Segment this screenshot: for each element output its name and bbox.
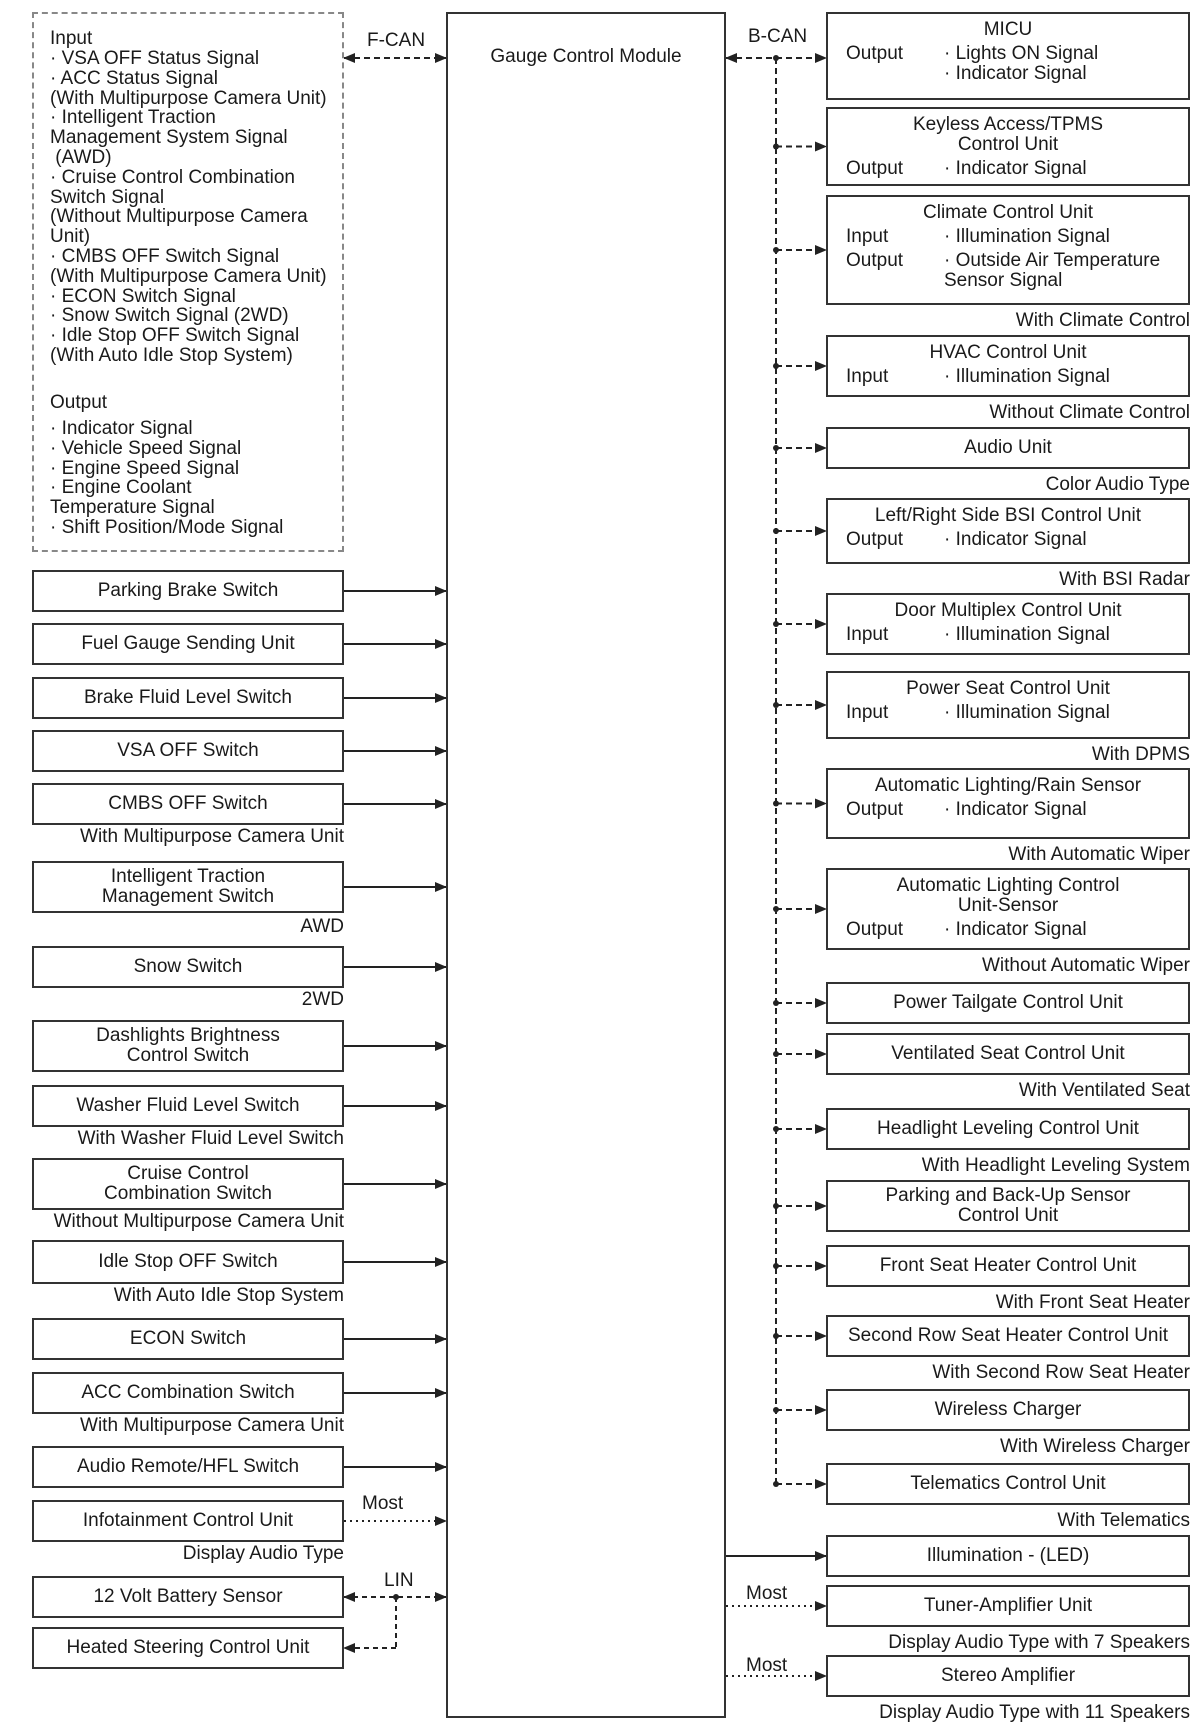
left-unit-caption: With Washer Fluid Level Switch [77,1128,344,1149]
right-unit-box [826,107,1190,186]
right-unit-title: Ventilated Seat Control Unit [891,1043,1125,1064]
signal-output-line: · Engine Speed Signal [50,457,240,479]
right-unit-caption: With Telematics [1057,1510,1190,1531]
signal-list-inputs [50,49,327,366]
right-unit-caption: With Headlight Leveling System [921,1155,1190,1176]
gauge-control-module [446,12,726,1718]
signal-input-line: · ACC Status Signal [50,67,218,89]
left-unit-caption: With Multipurpose Camera Unit [80,1415,344,1436]
signal-list-box [32,12,344,552]
left-unit-box: ACC Combination Switch [32,1372,344,1414]
right-unit-box [826,1180,1190,1232]
right-unit-io-kind: Output [846,799,904,820]
right-unit-caption: Color Audio Type [1045,474,1190,495]
right-unit-caption: With Second Row Seat Heater [932,1362,1190,1383]
left-unit-box: Cruise Control Combination Switch [32,1158,344,1210]
right-unit-io-kind: Output [846,919,904,940]
right-unit-box [826,195,1190,305]
right-unit-io-signal: · Illumination Signal [944,624,1110,645]
signal-input-line: · ECON Switch Signal [50,285,236,307]
left-unit-box: Brake Fluid Level Switch [32,677,344,719]
left-unit-box: Heated Steering Control Unit [32,1627,344,1669]
signal-list-input-heading: Input [50,28,93,49]
left-unit-caption: With Multipurpose Camera Unit [80,826,344,847]
right-unit-title: Power Tailgate Control Unit [893,992,1123,1013]
right-unit-title: Telematics Control Unit [910,1473,1106,1494]
right-unit-box [826,768,1190,839]
right-unit-box [826,427,1190,469]
lin-label: LIN [384,1570,414,1591]
right-unit-caption: With Ventilated Seat [1018,1080,1190,1101]
left-unit-box: Infotainment Control Unit [32,1500,344,1542]
signal-output-line: · Vehicle Speed Signal [50,437,242,459]
signal-input-line: (AWD) [50,146,112,168]
right-unit-box [826,1535,1190,1577]
right-unit-box [826,1108,1190,1150]
signal-input-line: · VSA OFF Status Signal [50,48,260,69]
left-unit-box: Intelligent Traction Management Switch [32,861,344,913]
left-unit-box: Washer Fluid Level Switch [32,1085,344,1127]
signal-input-line: · Intelligent Traction [50,107,216,129]
right-unit-io-kind: Input [846,702,889,723]
left-unit-caption: 2WD [301,989,344,1010]
signal-list-outputs [50,419,283,538]
signal-list-output-heading: Output [50,392,108,413]
signal-input-line: (Without Multipurpose Camera [50,206,308,228]
right-unit-box [826,1033,1190,1075]
right-unit-box [826,593,1190,655]
right-unit-caption: With BSI Radar [1059,569,1190,590]
signal-input-line: · Snow Switch Signal (2WD) [50,305,289,327]
right-unit-title: Stereo Amplifier [940,1665,1076,1686]
left-unit-box: Fuel Gauge Sending Unit [32,623,344,665]
right-unit-box [826,671,1190,739]
right-unit-title: Power Seat Control Unit [906,678,1110,699]
signal-output-line: · Engine Coolant [50,477,192,499]
right-unit-box [826,1389,1190,1431]
signal-input-line: (With Multipurpose Camera Unit) [50,87,327,109]
signal-output-line: · Indicator Signal [50,418,193,439]
right-unit-title: Climate Control Unit [923,202,1093,223]
right-unit-title: Left/Right Side BSI Control Unit [874,505,1142,526]
signal-input-line: Management System Signal [50,127,288,149]
right-unit-title: Front Seat Heater Control Unit [879,1255,1137,1276]
right-unit-title: Audio Unit [964,437,1052,458]
signal-output-line: Temperature Signal [50,497,215,519]
left-unit-box: 12 Volt Battery Sensor [32,1576,344,1618]
right-unit-io-kind: Input [846,366,889,387]
right-unit-io-kind: Output [846,529,904,550]
signal-input-line: (With Auto Idle Stop System) [50,344,293,366]
bcan-junction-dot [773,55,779,61]
right-unit-io-kind: Input [846,226,889,247]
left-unit-box: Idle Stop OFF Switch [32,1240,344,1284]
right-unit-io-signal: · Indicator Signal [944,919,1087,940]
left-unit-caption: Display Audio Type [182,1543,344,1564]
signal-input-line: Unit) [50,226,91,248]
signal-input-line: · CMBS OFF Switch Signal [50,245,280,267]
most-label-stereo: Most [746,1655,788,1676]
fcan-label: F-CAN [367,30,426,51]
right-unit-caption: With DPMS [1091,744,1190,765]
left-unit-caption: With Auto Idle Stop System [113,1285,344,1306]
right-unit-title: Wireless Charger [934,1399,1082,1420]
most-label-tuner: Most [746,1583,788,1604]
right-unit-io-kind: Output [846,158,904,179]
signal-input-line: (With Multipurpose Camera Unit) [50,265,327,287]
right-unit-io-signal: · Indicator Signal [944,799,1087,820]
right-unit-caption: Display Audio Type with 7 Speakers [888,1632,1190,1653]
right-unit-title: Second Row Seat Heater Control Unit [848,1325,1168,1346]
signal-output-line: · Shift Position/Mode Signal [50,516,284,538]
left-unit-box: Parking Brake Switch [32,570,344,612]
right-unit-io-signal: · Illumination Signal [944,366,1110,387]
right-unit-title: MICU [983,19,1033,40]
right-unit-box [826,12,1190,100]
right-unit-title: HVAC Control Unit [929,342,1087,363]
right-unit-title: Automatic Lighting Control Unit-Sensor [896,875,1120,916]
right-unit-title: Door Multiplex Control Unit [894,600,1122,621]
right-unit-box [826,868,1190,950]
right-unit-title: Illumination - (LED) [926,1545,1090,1566]
right-unit-io-kind: Input [846,624,889,645]
right-unit-box [826,1245,1190,1287]
right-unit-caption: With Automatic Wiper [1008,844,1190,865]
left-unit-box: Dashlights Brightness Control Switch [32,1020,344,1072]
left-unit-box: Snow Switch [32,946,344,988]
right-unit-caption: With Climate Control [1015,310,1190,331]
most-label-infotainment: Most [362,1493,404,1514]
left-unit-box: VSA OFF Switch [32,730,344,772]
right-unit-io-kind: Output [846,250,904,271]
right-unit-title: Automatic Lighting/Rain Sensor [874,775,1142,796]
right-unit-io-signal: · Illumination Signal [944,702,1110,723]
right-unit-caption: Without Automatic Wiper [981,955,1190,976]
left-unit-caption: AWD [300,916,344,937]
right-unit-caption: Display Audio Type with 11 Speakers [879,1702,1190,1723]
right-unit-io-signal: · Lights ON Signal · Indicator Signal [944,43,1099,84]
right-unit-box [826,982,1190,1024]
right-unit-title: Headlight Leveling Control Unit [877,1118,1139,1139]
right-unit-caption: Without Climate Control [989,402,1190,423]
signal-input-line: · Idle Stop OFF Switch Signal [50,325,300,347]
right-unit-io-signal: · Illumination Signal [944,226,1110,247]
left-unit-box: ECON Switch [32,1318,344,1360]
gauge-control-module-label: Gauge Control Module [490,46,682,67]
right-unit-caption: With Front Seat Heater [995,1292,1190,1313]
right-unit-io-signal: · Indicator Signal [944,529,1087,550]
left-unit-box: Audio Remote/HFL Switch [32,1446,344,1488]
right-unit-io-kind: Output [846,43,904,64]
right-unit-title: Tuner-Amplifier Unit [923,1595,1093,1616]
right-unit-box [826,1655,1190,1697]
left-unit-box: CMBS OFF Switch [32,783,344,825]
signal-input-line: · Cruise Control Combination [50,166,295,188]
right-unit-io-signal: · Indicator Signal [944,158,1087,179]
right-unit-box [826,1463,1190,1505]
bcan-label: B-CAN [748,26,808,47]
right-unit-box [826,1585,1190,1627]
right-unit-box [826,498,1190,564]
right-unit-box [826,1315,1190,1357]
right-unit-box [826,335,1190,397]
lin-junction-dot [393,1594,399,1600]
right-unit-io-signal: · Outside Air Temperature Sensor Signal [944,250,1161,291]
left-unit-caption: Without Multipurpose Camera Unit [53,1211,344,1232]
signal-input-line: Switch Signal [50,186,165,208]
right-unit-title: Keyless Access/TPMS Control Unit [912,114,1104,155]
right-unit-caption: With Wireless Charger [999,1436,1190,1457]
right-unit-title: Parking and Back-Up Sensor Control Unit [885,1185,1131,1226]
